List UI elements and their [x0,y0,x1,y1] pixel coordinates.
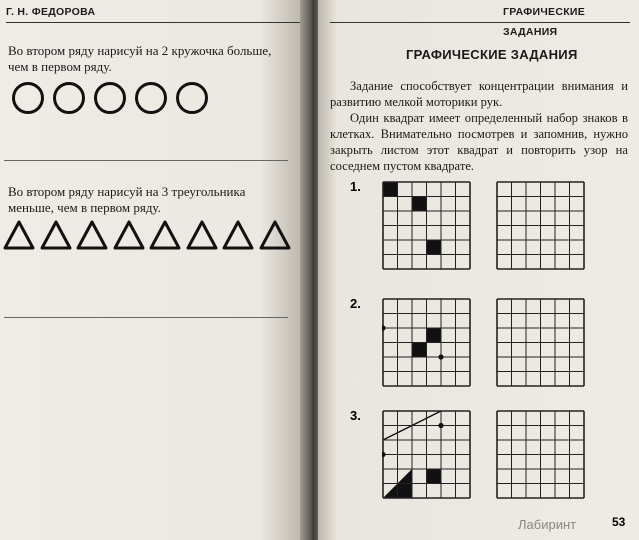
page-number: 53 [612,515,626,529]
right-page-header: ГРАФИЧЕСКИЕ ЗАДАНИЯ [503,6,586,38]
pattern-grid [382,181,471,270]
triangle-shape [39,219,73,251]
circle-shape [12,82,44,114]
filled-cell [412,343,427,358]
empty-grid[interactable] [496,410,585,499]
task2-text: Во втором ряду нарисуй на 3 треугольника меньше, чем в первом ряду. [8,184,246,215]
filled-cell [412,197,427,212]
exercise-number: 1. [350,179,361,194]
filled-cell [427,240,442,255]
exercise-number: 2. [350,296,361,311]
grid-dot [382,452,386,457]
empty-grid[interactable] [496,181,585,270]
paragraph-2: Один квадрат имеет определенный набор знаков в клетках. Внимательно посмотрев и запомнив, нужно закрыть листом этот квадрат и повторить узор на соседнем пустом квадрате. [330,111,628,173]
triangle-shape [185,219,219,251]
left-header-rule [6,22,300,23]
grid-dot [438,423,443,428]
answer-rule-1 [4,160,288,161]
pattern-grid [382,298,471,387]
circle-shape [176,82,208,114]
triangle-shape [258,219,292,251]
triangle-shape [75,219,109,251]
circle-shape [94,82,126,114]
triangle-shape [112,219,146,251]
answer-rule-2 [4,317,288,318]
grid-dot [438,354,443,359]
right-header-rule [330,22,630,23]
pattern-grid [382,410,471,499]
left-page-header: Г. Н. ФЕДОРОВА [6,6,96,18]
grid-dot [382,325,386,330]
filled-cell [427,469,442,484]
filled-cell [383,182,398,197]
watermark-logo: Лабиринт [518,517,577,532]
paragraph-1: Задание способствует концентрации внимания и развитию мелкой моторики рук. [330,79,628,109]
left-page [0,0,306,540]
triangle-shape [2,219,36,251]
circle-shape [53,82,85,114]
triangle-shape [148,219,182,251]
circle-shape [135,82,167,114]
right-page [318,0,639,540]
task1-text: Во втором ряду нарисуй на 2 кружочка больше, чем в первом ряду. [8,43,272,74]
exercise-number: 3. [350,408,361,423]
filled-cell [427,328,442,343]
section-title: ГРАФИЧЕСКИЕ ЗАДАНИЯ [406,47,578,62]
triangle-shape [221,219,255,251]
empty-grid[interactable] [496,298,585,387]
